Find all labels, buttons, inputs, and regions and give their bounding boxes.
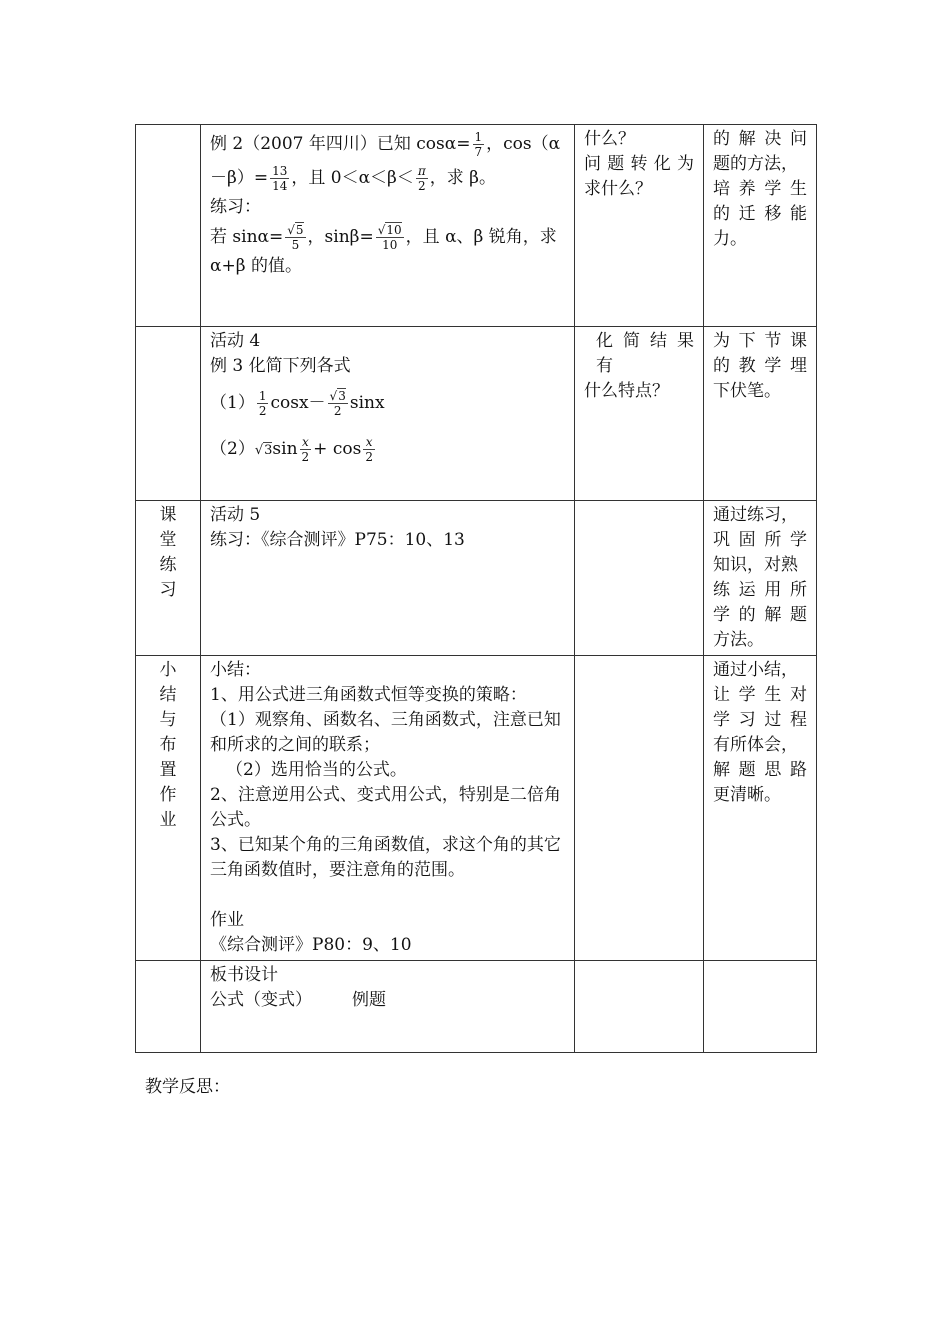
question-cell-empty	[575, 656, 704, 961]
fraction: $\frac{\pi}{2}$	[417, 164, 426, 193]
question-cell-empty	[575, 961, 704, 1053]
practice-assignment: 练习：《综合测评》P75：10、13	[210, 530, 465, 550]
teaching-reflection-label: 教学反思：	[145, 1077, 230, 1097]
fraction: $\frac{13}{14}$	[272, 164, 288, 193]
practice-line: α+β 的值。	[210, 256, 302, 276]
example-2-text: ，且 0＜α＜β＜	[291, 168, 414, 188]
table-row	[136, 327, 817, 501]
section-cell-empty	[136, 327, 201, 501]
fraction: √ $\frac{5}{5}$	[285, 223, 305, 252]
homework-assignment: 《综合测评》P80：9、10	[210, 935, 412, 955]
lesson-plan-table	[135, 124, 817, 1053]
content-cell	[201, 656, 575, 961]
table-row	[136, 501, 817, 656]
fraction: $\frac{1}{2}$	[258, 389, 267, 418]
section-cell-empty	[136, 125, 201, 327]
summary-title: 小结：	[210, 660, 261, 680]
practice-question: 若 sinα= √ $\frac{5}{5}$ ，sinβ= √ $\frac{10}{10}$ ，且 α、β 锐角，求	[210, 220, 565, 254]
board-design-content: 公式（变式） 例题	[210, 990, 386, 1010]
summary-point: （2）选用恰当的公式。	[226, 760, 407, 780]
table-row	[136, 125, 817, 327]
question-cell: 化 简 结 果 有 什么特点？	[575, 327, 704, 501]
fraction: $\frac{x}{2}$	[301, 435, 310, 464]
activity-title: 活动 5	[210, 505, 261, 525]
summary-point: 1、用公式进三角函数式恒等变换的策略：	[210, 685, 527, 705]
fraction: $\frac{1}{7}$	[474, 130, 483, 159]
section-label-summary: 小 结 与 布 置 作 业	[136, 656, 201, 961]
table-row	[136, 656, 817, 961]
content-cell	[201, 961, 575, 1053]
example-2-text: 例 2（2007 年四川）已知 cosα=	[210, 134, 471, 154]
example-2	[210, 127, 565, 195]
activity-title: 活动 4	[210, 331, 261, 351]
summary-point: （1）观察角、函数名、三角函数式，注意已知和所求的之间的联系；	[210, 710, 561, 755]
fraction: √ $\frac{3}{2}$	[328, 389, 348, 418]
example-3-title: 例 3 化简下列各式	[210, 356, 351, 376]
content-cell	[201, 125, 575, 327]
example-2-text: ，cos（α	[486, 134, 561, 154]
purpose-cell-empty	[704, 961, 817, 1053]
homework-title: 作业	[210, 910, 244, 930]
question-cell-empty	[575, 501, 704, 656]
section-cell-empty	[136, 961, 201, 1053]
fraction: $\frac{x}{2}$	[365, 435, 373, 464]
table-row	[136, 961, 817, 1053]
expression-2: （2）√ 3sin $\frac{x}{2}$ + cos $\frac{x}{2}$	[210, 427, 565, 473]
purpose-cell: 通过练习， 巩 固 所 学 知识，对熟 练 运 用 所 学 的 解 题 方法。	[704, 501, 817, 656]
purpose-cell: 的 解 决 问 题的方法， 培 养 学 生 的 迁 移 能 力。	[704, 125, 817, 327]
purpose-cell: 为 下 节 课 的 教 学 埋 下伏笔。	[704, 327, 817, 501]
example-2-text: －β）=	[210, 168, 269, 188]
summary-point: 2、注意逆用公式、变式用公式，特别是二倍角公式。	[210, 785, 561, 830]
question-cell: 什么？ 问 题 转 化 为 求什么？	[575, 125, 704, 327]
fraction: √ $\frac{10}{10}$	[376, 223, 404, 252]
expression-1: （1） $\frac{1}{2}$ cosx－ √ $\frac{3}{2}$ sinx	[210, 379, 565, 427]
purpose-cell: 通过小结， 让 学 生 对 学 习 过 程 有所体会， 解 题 思 路 更清晰。	[704, 656, 817, 961]
content-cell	[201, 501, 575, 656]
board-design-title: 板书设计	[210, 965, 278, 985]
practice-title: 练习：	[210, 197, 261, 217]
content-cell	[201, 327, 575, 501]
section-label-practice: 课 堂 练 习	[136, 501, 201, 656]
summary-point: 3、已知某个角的三角函数值，求这个角的其它三角函数值时，要注意角的范围。	[210, 835, 561, 880]
example-2-text: ，求 β。	[429, 168, 497, 188]
